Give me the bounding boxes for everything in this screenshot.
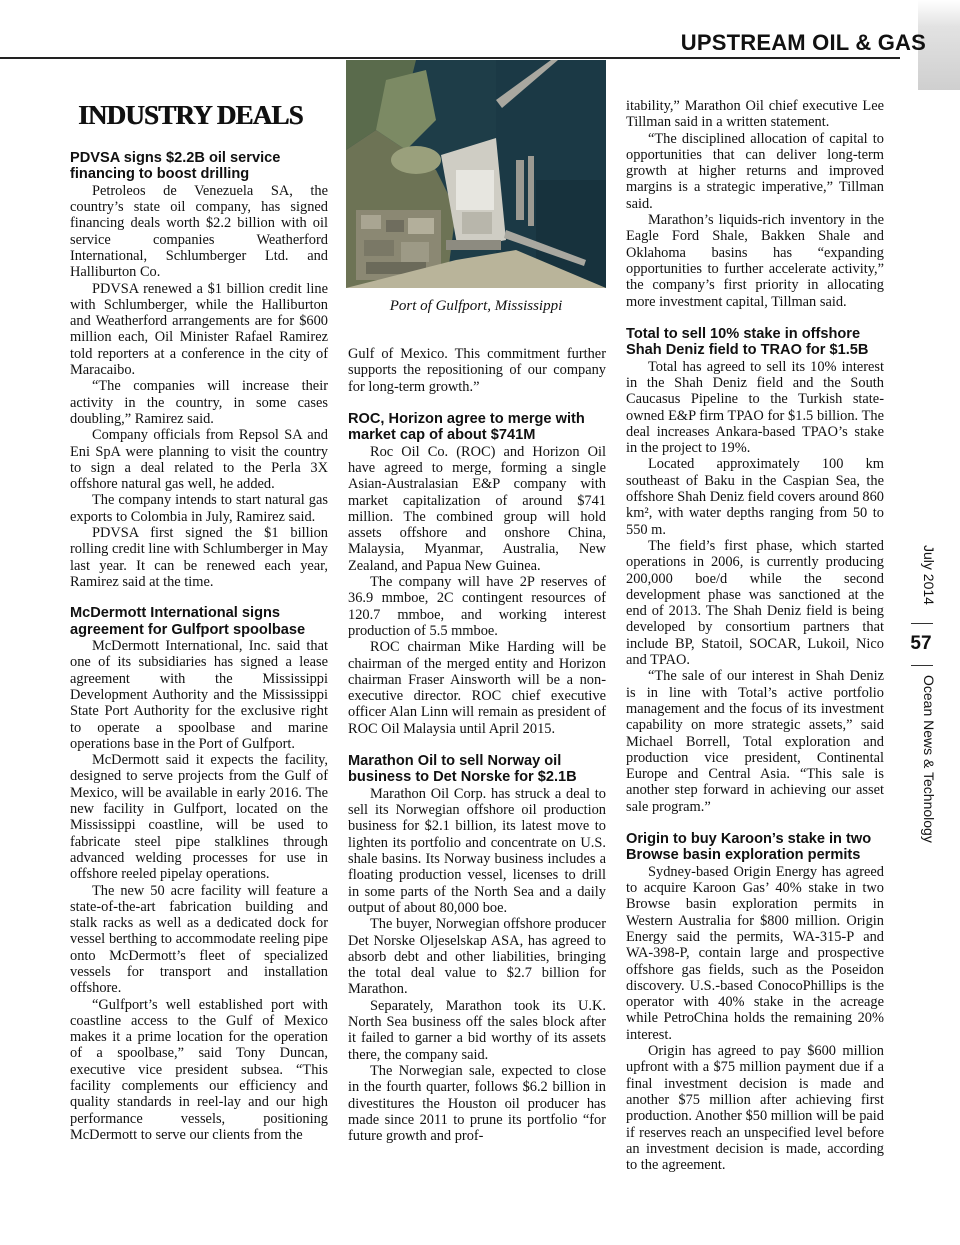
article-headline: Origin to buy Karoon’s stake in two Browse basin exploration permits (626, 830, 872, 864)
article-roc-horizon (348, 411, 606, 737)
article-paragraph: The company will have 2P reserves of 36.9 mmboe, 2C contingent resources of 120.7 mmboe, and working interest production of 5.5 mmboe. (348, 574, 606, 639)
article-paragraph: McDermott International, Inc. said that one of its subsidiaries has signed a lease agreement with the Mississippi Development Authority and the Mississippi State Port Authority for the exclusive right to operate a spoolbase and marine operations base in the Port of Gulfport. (70, 638, 328, 752)
article-paragraph: Total has agreed to sell its 10% interest in the Shah Deniz field and the South Caucasus Pipeline to the Turkish state-owned E&P firm TPAO for $1.5 billion. The deal increases Ankara-based TPAO’s stake in the project to 19%. (626, 358, 884, 457)
article-paragraph: Separately, Marathon took its U.K. North Sea business off the sales block after it failed to garner a bid worthy of its assets there, the company said. (348, 997, 606, 1063)
article-paragraph: Sydney-based Origin Energy has agreed to acquire Karoon Gas’ 40% stake in two Browse basin exploration permits in Western Australia for $800 million. Origin Energy said the permits, WA-315-P and WA-398-P, contain large and prospective offshore gas fields, such as the Poseidon discovery. U.S.-based ConocoPhillips is the operator with 40% stake in the acreage while PetroChina holds the remaining 20% interest. (626, 863, 884, 1043)
column-2 (348, 346, 606, 1144)
continued-paragraph: itability,” Marathon Oil chief executive Lee Tillman said in a written statement. (626, 98, 884, 131)
article-headline: Marathon Oil to sell Norway oil business to Det Norske for $2.1B (348, 753, 577, 786)
section-title: INDUSTRY DEALS (78, 100, 303, 130)
column-3 (626, 98, 884, 1173)
article-origin (626, 831, 884, 1173)
article-marathon (348, 753, 606, 1144)
article-paragraph: Petroleos de Venezuela SA, the country’s state oil company, has signed financing deals worth $2.2 billion with oil service companies Weatherford International, Schlumberger Ltd. and Halliburton Co. (70, 182, 328, 281)
article-paragraph: Origin has agreed to pay $600 million upfront with a $75 million payment due if a final investment decision is made and another $75 million after achieving first production. Another $50 million will be paid if reserves reach an unspecified level before an investment decision is made, according to the agreement. (626, 1043, 884, 1174)
folio-divider (911, 623, 933, 624)
section-header: UPSTREAM OIL & GAS (680, 30, 926, 55)
header-rule (0, 57, 900, 59)
article-total (626, 326, 884, 815)
article-paragraph: Company officials from Repsol SA and Eni SpA were planning to visit the country to sign a deal related to the Perla 3X offshore natural gas well, he added. (70, 427, 328, 493)
article-paragraph: Roc Oil Co. (ROC) and Horizon Oil have agreed to merge, forming a single Asian-Australasian E&P company with market capitalization of around $741 million. The combined group will hold assets offshore and onshore China, Malaysia, Myanmar, Australia, New Zealand, and Papua New Guinea. (348, 443, 606, 574)
article-headline: Total to sell 10% stake in offshore Shah Deniz field to TRAO for $1.5B (626, 325, 869, 359)
article-paragraph: The field’s first phase, which started operations in 2006, is currently producing 200,000 boe/d while the second development phase was sanctioned at the end of 2013. The Shah Deniz field is being developed by consortium partners that include BP, Statoil, SOCAR, Lukoil, Nico and TPAO. (626, 537, 884, 669)
article-headline: PDVSA signs $2.2B oil service financing to boost drilling (70, 150, 281, 183)
publication-name: Ocean News & Technology (921, 675, 937, 843)
article-paragraph: The company intends to start natural gas exports to Colombia in July, Ramirez said. (70, 492, 328, 525)
continued-paragraph: Gulf of Mexico. This commitment further supports the repositioning of our company for long-term growth.” (348, 346, 606, 395)
article-pdvsa (70, 150, 328, 590)
article-paragraph: The new 50 acre facility will feature a state-of-the-art fabrication building and stalk racks as well as a dedicated dock for vessel berthing to accommodate reeling pipe onto McDermott’s fleet of specialized vessels for transport and installation offshore. (70, 882, 328, 997)
issue-date: July 2014 (921, 545, 937, 605)
article-paragraph: “The companies will increase their activity in the country, in some cases doubling,” Ramirez said. (70, 378, 328, 427)
article-paragraph: Marathon Oil Corp. has struck a deal to sell its Norwegian offshore oil production business for $2.1 billion, its latest move to lighten its portfolio and concentrate on U.S. shale basins. Its Norway business includes a floating production vessel, licenses to drill in some parts of the North Sea and a daily output of about 80,000 boe. (348, 785, 606, 916)
article-paragraph: PDVSA first signed the $1 billion rolling credit line with Schlumberger in May last year. It can be renewed each year, Ramirez said at the time. (70, 525, 328, 590)
continued-paragraph: Marathon’s liquids-rich inventory in the Eagle Ford Shale, Bakken Shale and Oklahoma basins has “expanding opportunities to further accelerate activity,” the company’s first priority in allocating more investment capital, Tillman said. (626, 212, 884, 310)
column-1 (70, 100, 328, 1143)
article-mcdermott (70, 605, 328, 1143)
continued-paragraph: “The disciplined allocation of capital to opportunities that can deliver long-term growth at higher returns and improved margins is a strategic imperative,” Tillman said. (626, 130, 884, 212)
article-paragraph: PDVSA renewed a $1 billion credit line with Schlumberger, while the Halliburton and Weatherford arrangements are for $600 million each, Oil Minister Rafael Ramirez told reporters at a conference in the city of Maracaibo. (70, 280, 328, 379)
article-paragraph: “The sale of our interest in Shah Deniz is in line with Total’s active portfolio management and the focus of its investment capability on more strategic assets,” said Michael Borrell, Total exploration and production vice president, Continental Europe and Central Asia. “This sale is another step forward in achieving our asset sale program.” (626, 668, 884, 815)
page-number: 57 (910, 633, 932, 654)
article-paragraph: ROC chairman Mike Harding will be chairman of the merged entity and Horizon chairman Fraser Ainsworth will be a non-executive director. ROC chief executive officer Alan Linn will remain as president of ROC Oil Malaysia until April 2015. (348, 639, 606, 737)
folio-divider (911, 665, 933, 666)
article-paragraph: Located approximately 100 km southeast of Baku in the Caspian Sea, the offshore Shah Deniz field covers around 860 km², with water depths ranging from 50 to 550 m. (626, 456, 884, 538)
article-paragraph: “Gulfport’s well established port with coastline access to the Gulf of Mexico makes it a prime location for the operation of a spoolbase,” said Tony Duncan, executive vice president subsea. “This facility complements our efficiency and quality standards in reel-lay and our high performance vessels, positioning McDermott to serve our clients from the (70, 996, 328, 1143)
article-headline: ROC, Horizon agree to merge with market cap of about $741M (348, 410, 585, 444)
aerial-port-photo (346, 60, 606, 288)
article-headline: McDermott International signs agreement for Gulfport spoolbase (70, 605, 306, 638)
article-paragraph: McDermott said it expects the facility, designed to serve projects from the Gulf of Mexico, will be available in early 2016. The new facility in Gulfport, located on the Mississippi coastline, will be used to fabricate steel pipe stalklines through advanced welding processes for use in offshore reeled pipelay operations. (70, 752, 328, 883)
photo-caption: Port of Gulfport, Mississippi (389, 298, 563, 314)
article-paragraph: The Norwegian sale, expected to close in the fourth quarter, follows $6.2 billion in divestitures the Houston oil producer has made since 2011 to prune its portfolio “for future growth and prof- (348, 1062, 606, 1145)
article-paragraph: The buyer, Norwegian offshore producer Det Norske Oljeselskap ASA, has agreed to absorb debt and other liabilities, bringing the total deal value to $2.7 billion for Marathon. (348, 916, 606, 998)
